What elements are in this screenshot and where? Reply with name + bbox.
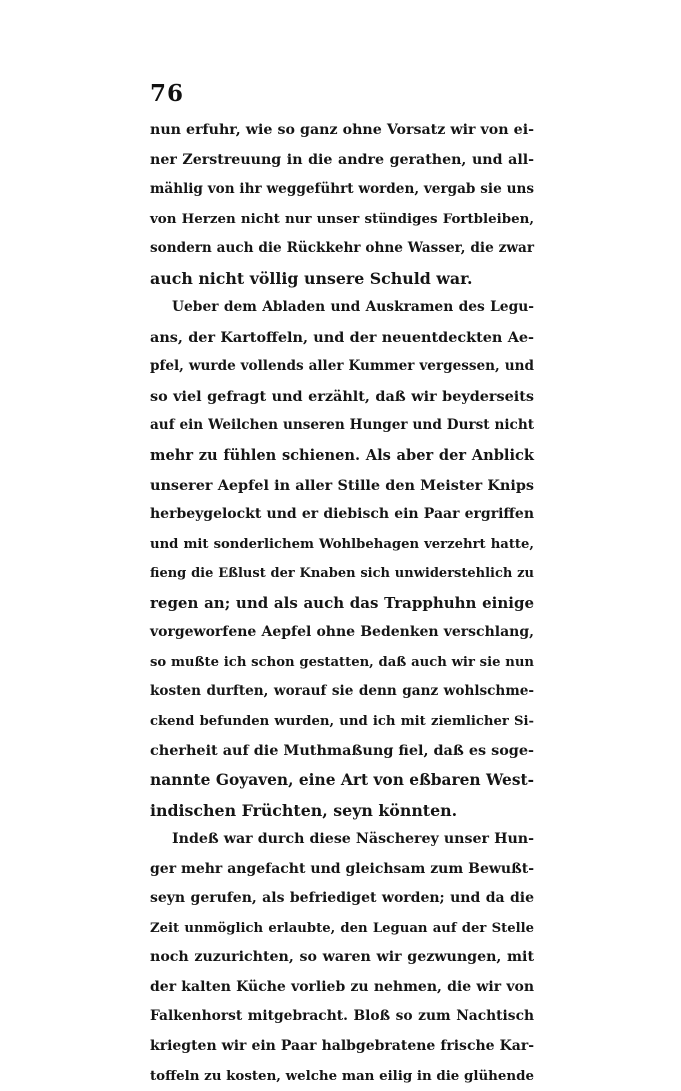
text-line: kriegten wir ein Paar halbgebratene frische Kar- xyxy=(150,1032,534,1062)
text-line: ans, der Kartoffeln, und der neuentdeckten Ae- xyxy=(150,323,534,353)
text-line: ner Zerstreuung in die andre gerathen, und all- xyxy=(150,146,534,176)
body-text xyxy=(150,116,534,1091)
text-line: pfel, wurde vollends aller Kummer vergessen, und xyxy=(150,352,534,382)
text-line: nun erfuhr, wie so ganz ohne Vorsatz wir von ei- xyxy=(150,116,534,146)
text-line: ger mehr angefacht und gleichsam zum Bewußt- xyxy=(150,855,534,885)
text-line: fieng die Eßlust der Knaben sich unwiderstehlich zu xyxy=(150,559,534,589)
text-line: so viel gefragt und erzählt, daß wir beyderseits xyxy=(150,382,534,412)
text-line: toffeln zu kosten, welche man eilig in die glühende xyxy=(150,1062,534,1091)
text-line: Falkenhorst mitgebracht. Bloß so zum Nachtisch xyxy=(150,1002,534,1032)
text-line: nannte Goyaven, eine Art von eßbaren West- xyxy=(150,766,534,796)
text-line: Indeß war durch diese Näscherey unser Hun- xyxy=(150,825,534,855)
text-line: sondern auch die Rückkehr ohne Wasser, die zwar xyxy=(150,234,534,264)
text-line: indischen Früchten, seyn könnten. xyxy=(150,796,534,826)
text-line: unserer Aepfel in aller Stille den Meister Knips xyxy=(150,471,534,501)
text-line: vorgeworfene Aepfel ohne Bedenken verschlang, xyxy=(150,618,534,648)
text-line: cherheit auf die Muthmaßung fiel, daß es soge- xyxy=(150,736,534,766)
text-line: seyn gerufen, als befriediget worden; und da die xyxy=(150,884,534,914)
text-line: Ueber dem Abladen und Auskramen des Legu- xyxy=(150,293,534,323)
text-line: mählig von ihr weggeführt worden, vergab sie uns xyxy=(150,175,534,205)
text-line: von Herzen nicht nur unser stündiges Fortbleiben, xyxy=(150,205,534,235)
text-line: regen an; und als auch das Trapphuhn einige xyxy=(150,589,534,619)
text-line: herbeygelockt und er diebisch ein Paar ergriffen xyxy=(150,500,534,530)
text-line: Zeit unmöglich erlaubte, den Leguan auf der Stelle xyxy=(150,914,534,944)
text-line: so mußte ich schon gestatten, daß auch wir sie nun xyxy=(150,648,534,678)
text-line: mehr zu fühlen schienen. Als aber der Anblick xyxy=(150,441,534,471)
text-line: der kalten Küche vorlieb zu nehmen, die wir von xyxy=(150,973,534,1003)
text-line: und mit sonderlichem Wohlbehagen verzehrt hatte, xyxy=(150,530,534,560)
page-number: 76 xyxy=(150,80,184,107)
text-line: auch nicht völlig unsere Schuld war. xyxy=(150,264,534,294)
text-line: noch zuzurichten, so waren wir gezwungen, mit xyxy=(150,943,534,973)
text-line: ckend befunden wurden, und ich mit ziemlicher Si- xyxy=(150,707,534,737)
text-line: kosten durften, worauf sie denn ganz wohlschme- xyxy=(150,677,534,707)
text-line: auf ein Weilchen unseren Hunger und Durst nicht xyxy=(150,411,534,441)
